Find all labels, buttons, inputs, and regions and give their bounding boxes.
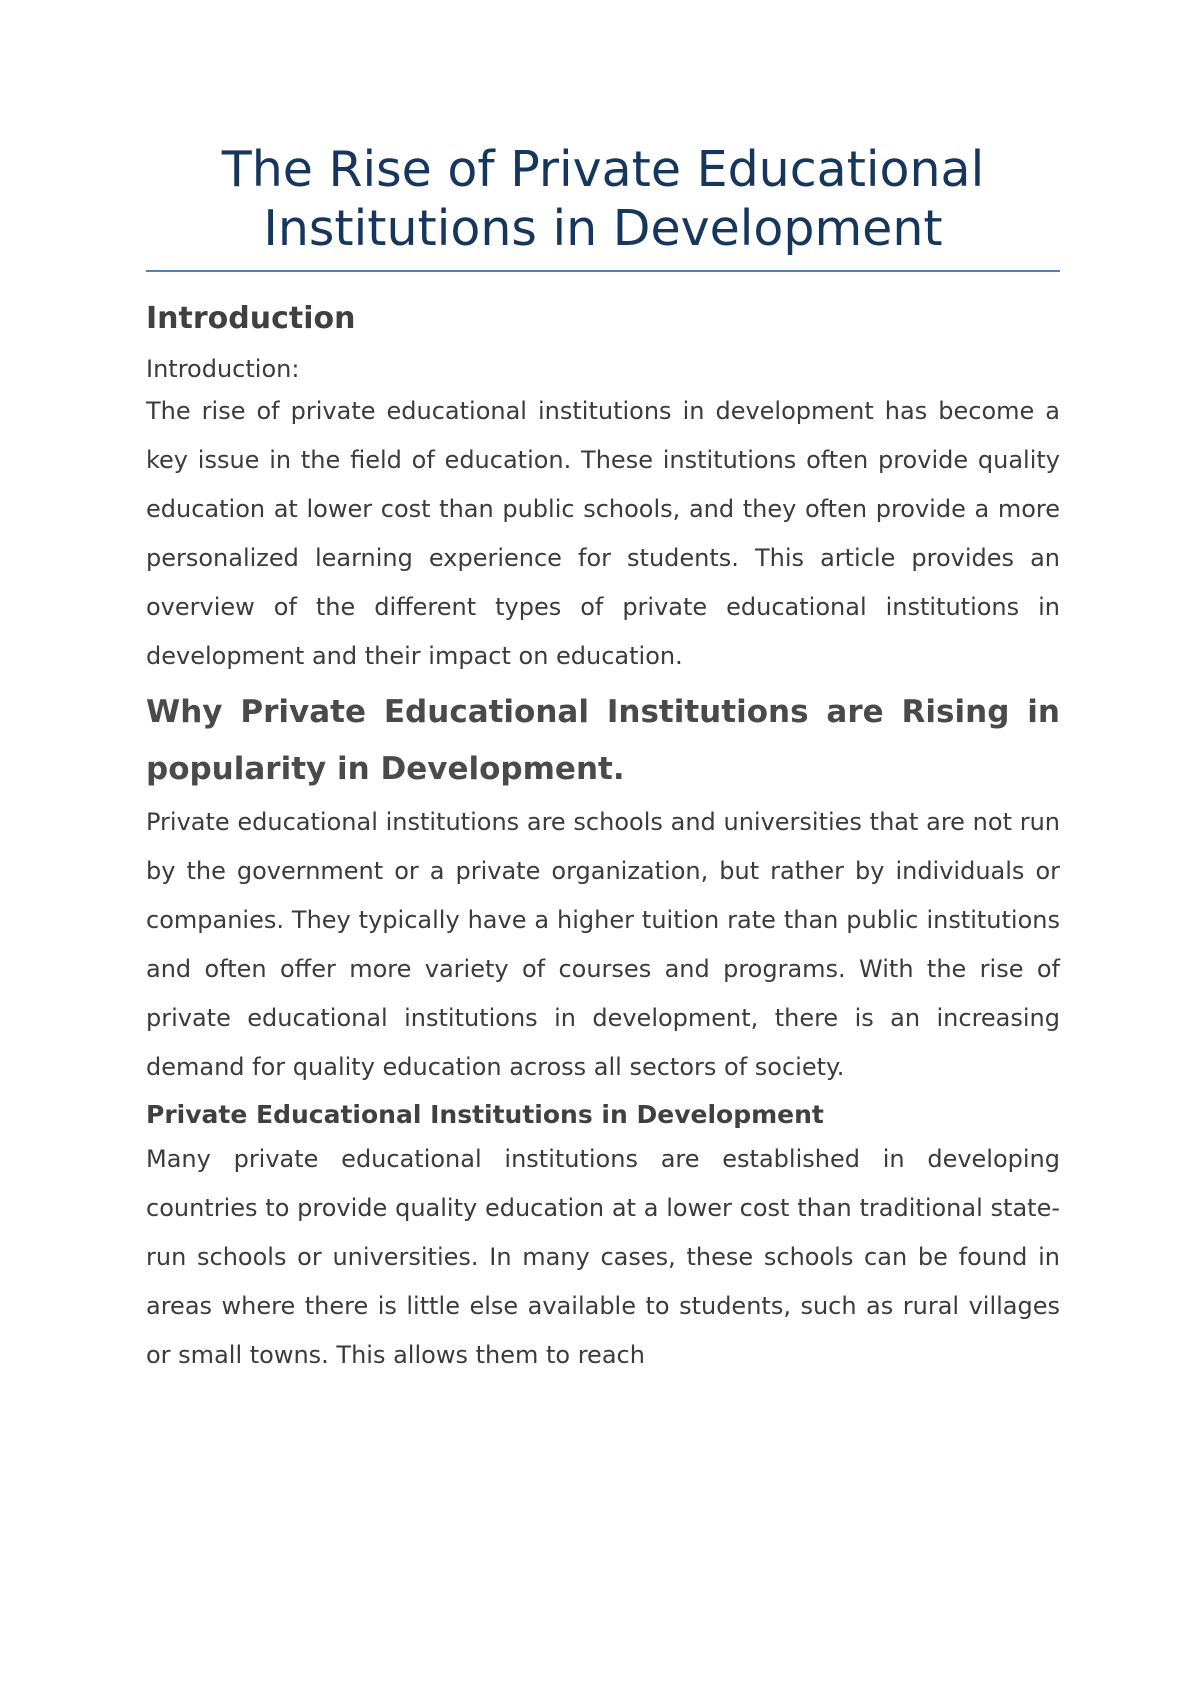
why-rising-paragraph: Private educational institutions are schools and universities that are not run by the government or a private organization, but rather by individuals or companies. They typically have a higher tuition rate than public institutions and often offer more variety of courses and programs. With the rise of private educational institutions in development, there is an increasing demand for quality education across all sectors of society. (146, 808, 1060, 1081)
introduction-heading: Introduction (146, 301, 356, 336)
document-body (146, 140, 1060, 1380)
in-development-heading: Private Educational Institutions in Development (146, 1100, 824, 1129)
in-development-paragraph: Many private educational institutions are established in developing countries to provide quality education at a lower cost than traditional state-run schools or universities. In many cases, these schools can be found in areas where there is little else available to students, such as rural villages or small towns. This allows them to reach (146, 1145, 1060, 1369)
title-divider (146, 270, 1060, 272)
introduction-paragraph: The rise of private educational institutions in development has become a key issue in the field of education. These institutions often provide quality education at lower cost than public schools, and they often provide a more personalized learning experience for students. This article provides an overview of the different types of private educational institutions in development and their impact on education. (146, 397, 1060, 670)
why-rising-heading: Why Private Educational Institutions are Rising in popularity in Development. (146, 694, 1060, 787)
document-title: The Rise of Private Educational Institutions in Development (221, 141, 985, 257)
introduction-label: Introduction: (146, 355, 300, 383)
